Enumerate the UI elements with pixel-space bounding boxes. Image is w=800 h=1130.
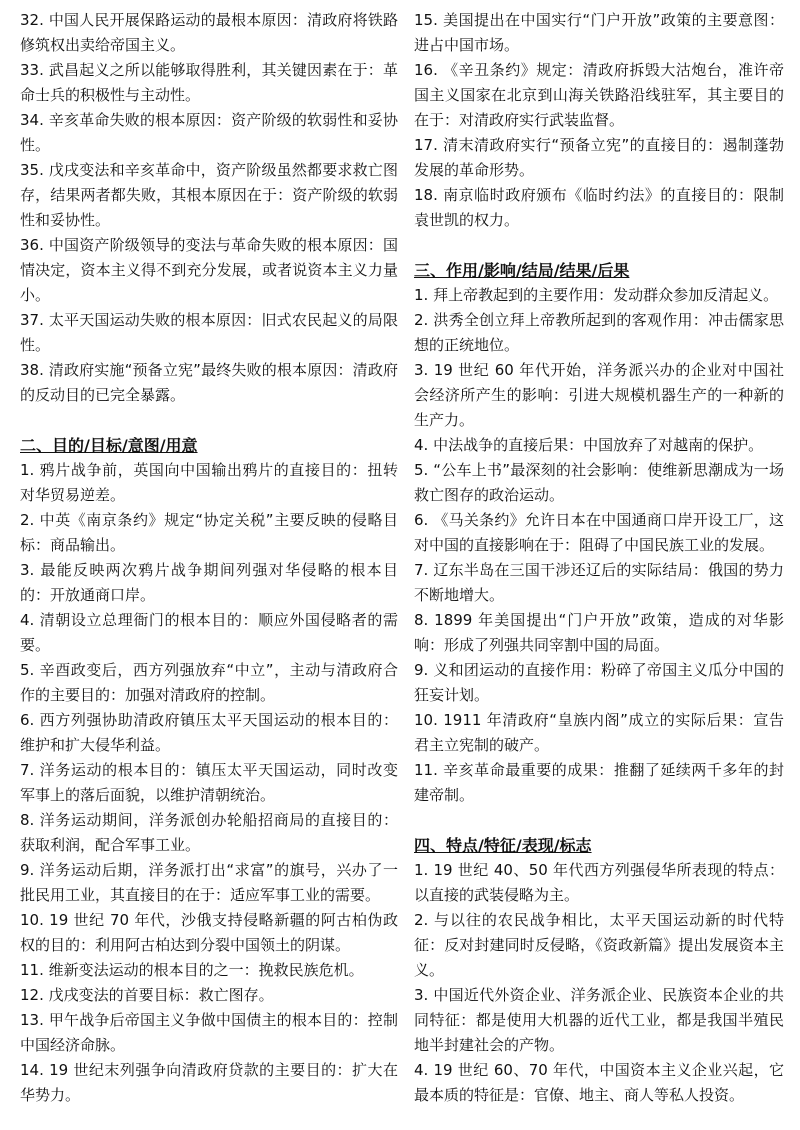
list-item: 11. 辛亥革命最重要的成果：推翻了延续两千多年的封建帝制。 [414,761,784,804]
list-item: 7. 辽东半岛在三国干涉还辽后的实际结局：俄国的势力不断地增大。 [414,561,784,604]
list-item: 1. 19 世纪 40、50 年代西方列强侵华所表现的特点：以直接的武装侵略为主。 [414,861,784,904]
list-item: 12. 戊戌变法的首要目标：救亡图存。 [20,986,274,1004]
list-item: 35. 戊戌变法和辛亥革命中，资产阶级虽然都要求救亡图存，结果两者都失败，其根本原因在于：资产阶级的软弱性和妥协性。 [20,161,398,229]
section-heading-purpose: 二、目的/目标/意图/用意 [20,436,198,455]
list-item: 9. 义和团运动的直接作用：粉碎了帝国主义瓜分中国的狂妄计划。 [414,661,784,704]
right-column [414,8,784,1108]
list-item: 9. 洋务运动后期，洋务派打出“求富”的旗号，兴办了一批民用工业，其直接目的在于：适应军事工业的需要。 [20,861,398,904]
list-item: 3. 中国近代外资企业、洋务派企业、民族资本企业的共同特征：都是使用大机器的近代工业，都是我国半殖民地半封建社会的产物。 [414,986,784,1054]
list-item: 4. 清朝设立总理衙门的根本目的：顺应外国侵略者的需要。 [20,611,398,654]
list-item: 1. 拜上帝教起到的主要作用：发动群众参加反清起义。 [414,286,779,304]
list-item: 4. 19 世纪 60、70 年代，中国资本主义企业兴起，它最本质的特征是：官僚、地主、商人等私人投资。 [414,1061,784,1104]
list-item: 10. 1911 年清政府“皇族内阁”成立的实际后果：宣告君主立宪制的破产。 [414,711,784,754]
list-item: 16. 《辛丑条约》规定：清政府拆毁大沽炮台，准许帝国主义国家在北京到山海关铁路沿线驻军，其主要目的在于：对清政府实行武装监督。 [414,61,784,129]
section-heading-features: 四、特点/特征/表现/标志 [414,836,592,855]
list-item: 5. “公车上书”最深刻的社会影响：使维新思潮成为一场救亡图存的政治运动。 [414,461,784,504]
list-item: 36. 中国资产阶级领导的变法与革命失败的根本原因：国情决定，资本主义得不到充分发展，或者说资本主义力量小。 [20,236,398,304]
list-item: 2. 与以往的农民战争相比，太平天国运动新的时代特征：反对封建同时反侵略，《资政新篇》提出发展资本主义。 [414,911,784,979]
list-item: 37. 太平天国运动失败的根本原因：旧式农民起义的局限性。 [20,311,398,354]
list-item: 8. 1899 年美国提出“门户开放”政策，造成的对华影响：形成了列强共同宰割中国的局面。 [414,611,784,654]
list-item: 32. 中国人民开展保路运动的最根本原因：清政府将铁路修筑权出卖给帝国主义。 [20,11,398,54]
list-item: 2. 中英《南京条约》规定“协定关税”主要反映的侵略目标：商品输出。 [20,511,398,554]
list-item: 18. 南京临时政府颁布《临时约法》的直接目的：限制袁世凯的权力。 [414,186,784,229]
list-item: 3. 19 世纪 60 年代开始，洋务派兴办的企业对中国社会经济所产生的影响：引进大规模机器生产的一种新的生产力。 [414,361,784,429]
list-item: 5. 辛酉政变后，西方列强放弃“中立”，主动与清政府合作的主要目的：加强对清政府的控制。 [20,661,398,704]
list-item: 13. 甲午战争后帝国主义争做中国债主的根本目的：控制中国经济命脉。 [20,1011,398,1054]
list-item: 17. 清末清政府实行“预备立宪”的直接目的：遏制蓬勃发展的革命形势。 [414,136,784,179]
list-item: 1. 鸦片战争前，英国向中国输出鸦片的直接目的：扭转对华贸易逆差。 [20,461,398,504]
list-item: 38. 清政府实施“预备立宪”最终失败的根本原因：清政府的反动目的已完全暴露。 [20,361,398,404]
list-item: 34. 辛亥革命失败的根本原因：资产阶级的软弱性和妥协性。 [20,111,398,154]
list-item: 3. 最能反映两次鸦片战争期间列强对华侵略的根本目的：开放通商口岸。 [20,561,398,604]
left-column [20,8,398,1108]
list-item: 15. 美国提出在中国实行“门户开放”政策的主要意图：进占中国市场。 [414,11,784,54]
list-item: 33. 武昌起义之所以能够取得胜利，其关键因素在于：革命士兵的积极性与主动性。 [20,61,398,104]
list-item: 8. 洋务运动期间，洋务派创办轮船招商局的直接目的：获取利润，配合军事工业。 [20,811,398,854]
list-item: 2. 洪秀全创立拜上帝教所起到的客观作用：冲击儒家思想的正统地位。 [414,311,784,354]
list-item: 10. 19 世纪 70 年代，沙俄支持侵略新疆的阿古柏伪政权的目的：利用阿古柏达到分裂中国领土的阴谋。 [20,911,398,954]
section-heading-effects: 三、作用/影响/结局/结果/后果 [414,261,630,280]
list-item: 6. 《马关条约》允许日本在中国通商口岸开设工厂，这对中国的直接影响在于：阻碍了中国民族工业的发展。 [414,511,784,554]
list-item: 6. 西方列强协助清政府镇压太平天国运动的根本目的：维护和扩大侵华利益。 [20,711,398,754]
list-item: 4. 中法战争的直接后果：中国放弃了对越南的保护。 [414,436,764,454]
list-item: 11. 维新变法运动的根本目的之一：挽救民族危机。 [20,961,364,979]
list-item: 14. 19 世纪末列强争向清政府贷款的主要目的：扩大在华势力。 [20,1061,398,1104]
list-item: 7. 洋务运动的根本目的：镇压太平天国运动，同时改变军事上的落后面貌，以维护清朝统治。 [20,761,398,804]
